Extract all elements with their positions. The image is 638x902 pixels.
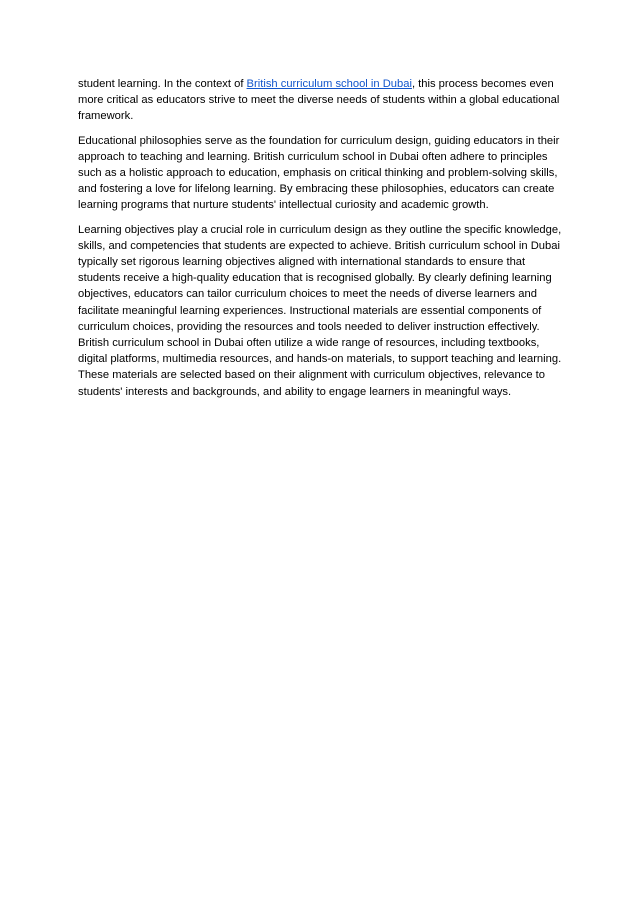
british-curriculum-school-link[interactable]: British curriculum school in Dubai bbox=[246, 78, 412, 90]
paragraph-1-text-after-link: , this process becomes even more critical as educators strive to meet the diverse needs of students within a global educational framework. bbox=[78, 78, 560, 123]
paragraph-1 bbox=[78, 76, 564, 125]
document-body bbox=[78, 76, 564, 408]
paragraph-2: Educational philosophies serve as the foundation for curriculum design, guiding educators in their approach to teaching and learning. British curriculum school in Dubai often adhere to principles such as a holistic approach to education, emphasis on critical thinking and problem-solving skills, and fostering a love for lifelong learning. By embracing these philosophies, educators can create learning programs that nurture students' intellectual curiosity and academic growth. bbox=[78, 134, 560, 212]
paragraph-3: Learning objectives play a crucial role in curriculum design as they outline the specific knowledge, skills, and competencies that students are expected to achieve. British curriculum school in Dubai typically set rigorous learning objectives aligned with international standards to ensure that students receive a high-quality education that is recognised globally. By clearly defining learning objectives, educators can tailor curriculum choices to meet the needs of diverse learners and facilitate meaningful learning experiences. Instructional materials are essential components of curriculum choices, providing the resources and tools needed to deliver instruction effectively. British curriculum school in Dubai often utilize a wide range of resources, including textbooks, digital platforms, multimedia resources, and hands-on materials, to support teaching and learning. These materials are selected based on their alignment with curriculum objectives, relevance to students' interests and backgrounds, and ability to engage learners in meaningful ways. bbox=[78, 223, 562, 398]
paragraph-1-text-before-link: student learning. In the context of bbox=[78, 78, 247, 90]
